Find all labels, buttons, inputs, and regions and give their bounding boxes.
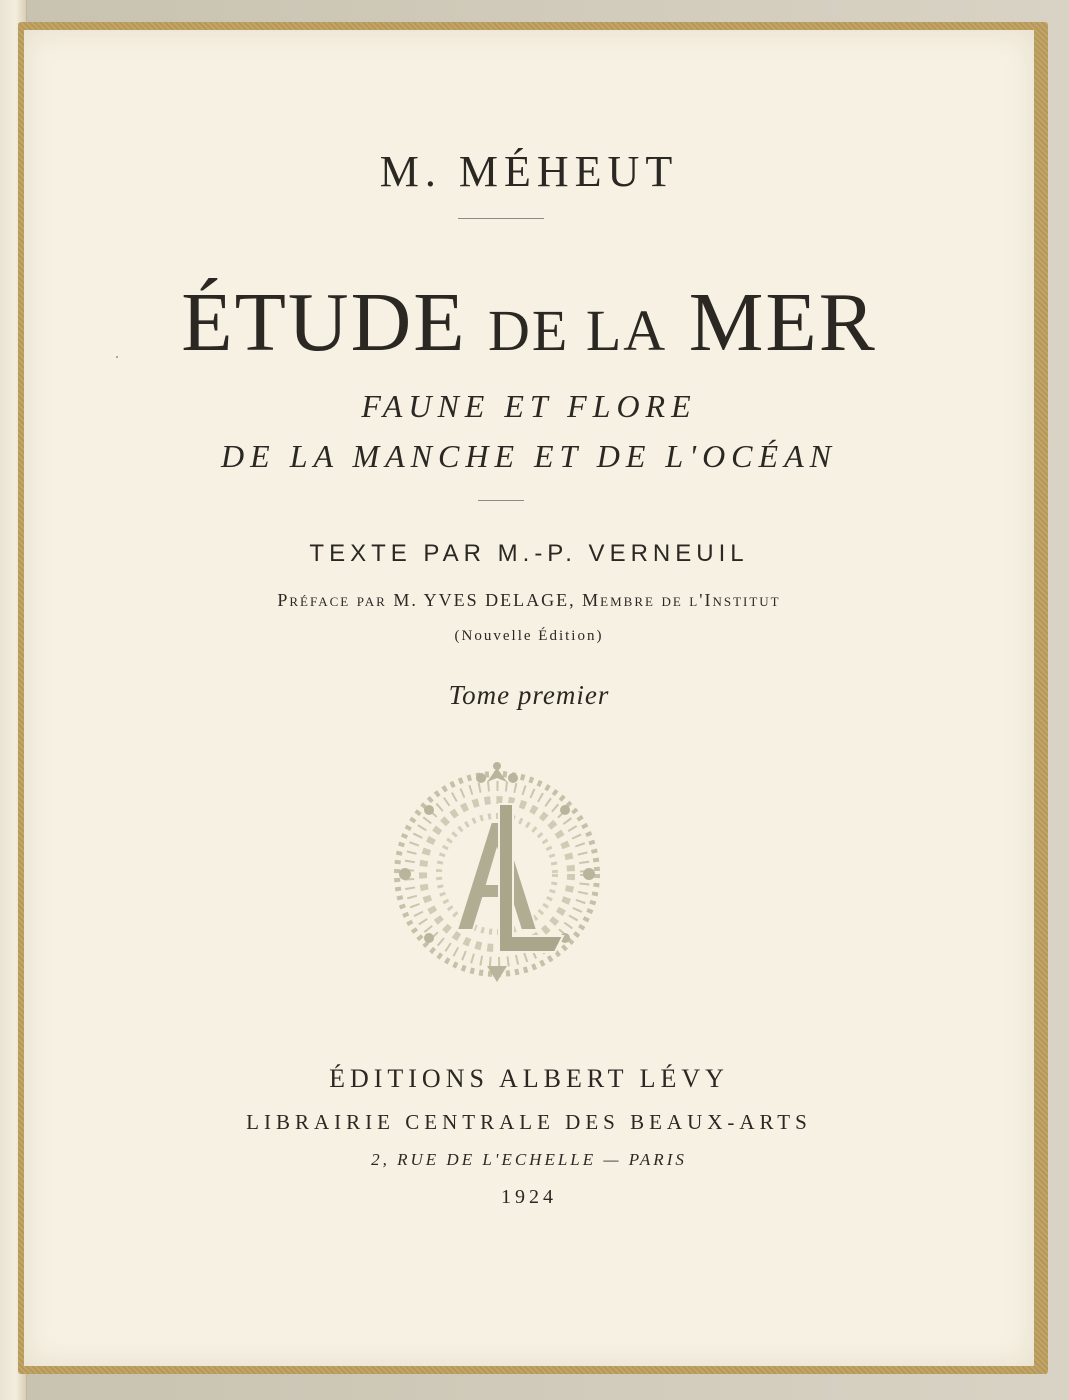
publisher-monogram-logo bbox=[387, 760, 607, 984]
preface-credit: Préface par M. YVES DELAGE, Membre de l'Institut bbox=[277, 590, 781, 610]
subtitle-line-2: DE LA MANCHE ET DE L'OCÉAN bbox=[221, 438, 837, 474]
imprint-name: LIBRAIRIE CENTRALE DES BEAUX-ARTS bbox=[246, 1110, 812, 1134]
title-word-etude: ÉTUDE bbox=[181, 276, 467, 369]
publisher-address: 2, RUE DE L'ECHELLE — PARIS bbox=[371, 1150, 687, 1169]
divider-rule bbox=[458, 218, 544, 219]
edition-note: (Nouvelle Édition) bbox=[454, 628, 604, 644]
subtitle-line-1: FAUNE ET FLORE bbox=[361, 388, 697, 424]
publisher-name: ÉDITIONS ALBERT LÉVY bbox=[329, 1064, 729, 1093]
book-title bbox=[24, 274, 1034, 371]
volume-label: Tome premier bbox=[448, 680, 610, 710]
publication-year: 1924 bbox=[501, 1186, 557, 1208]
author-name: M. MÉHEUT bbox=[379, 147, 679, 196]
title-word-de-la: DE LA bbox=[488, 298, 668, 363]
paper-fleck bbox=[116, 356, 118, 358]
title-page bbox=[24, 30, 1034, 1366]
divider-rule bbox=[478, 500, 524, 501]
monogram-letter-a bbox=[457, 822, 537, 930]
text-author-credit: TEXTE PAR M.-P. VERNEUIL bbox=[309, 540, 749, 567]
title-word-mer: MER bbox=[688, 276, 877, 369]
